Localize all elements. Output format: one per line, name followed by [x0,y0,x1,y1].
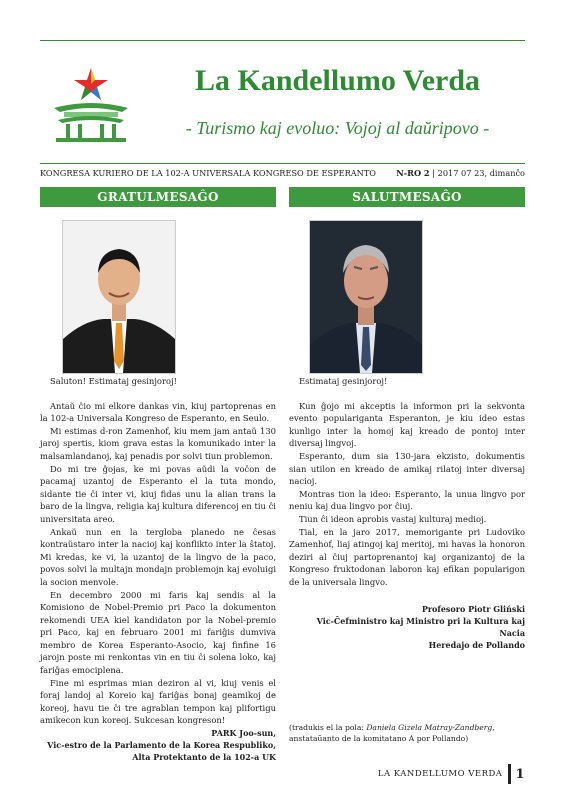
paragraph: Antaŭ ĉio mi elkore dankas vin, kiuj partoprenas en la 102-a Universala Kongreso de Esperanto, en Seulo. [40,400,276,424]
signature-line: Vic-estro de la Parlamento de la Korea Respubliko, [47,740,276,751]
signature-line: Vic-Ĉefministro kaj Ministro pri la Kultura kaj Nacia [316,615,525,638]
translation-note [289,722,525,744]
message-body [40,375,276,763]
greeting: Saluton! Estimataj gesinjoroj! [50,376,177,386]
signature-line: PARK Joo-sun, [211,728,276,739]
paragraph: Fine mi esprimas mian deziron al vi, kiuj venis el foraj landoj al Koreio kaj fariĝas bonaj geamikoj de koreoj, havu tie ĉi tre agrablan tempon kaj plifortigu amikecon kun koreoj. Sukcesan kongreson! [40,677,276,726]
greeting-column [289,187,525,650]
paragraph: Esperanto, dum sia 130-jara ekzisto, dokumentis sian utilon en kreado de amikaj rilatoj inter diversaj nacioj. [289,450,525,487]
paragraph: Kun ĝojo mi akceptis la informon pri la sekvonta evento populariganta Esperanton, je kiu ideo estas kunligo inter la homoj kaj kreado de pontoj inter diversaj lingvoj. [289,400,525,449]
signature [40,727,276,763]
signature-line: Profesoro Piotr Gliński [421,603,525,614]
congratulation-column [40,187,276,763]
paragraph: Tiun ĉi ideon aprobis vastaj kulturaj medioj. [299,513,487,524]
section-heading: SALUTMESAĜO [289,187,525,207]
masthead-subtitle: - Turismo kaj evoluo: Vojoj al daŭripovo - [185,118,490,138]
page-number: 1 [515,766,525,782]
message-body [289,375,525,651]
paragraph: En decembro 2000 mi faris kaj sendis al la Komisiono de Nobel-Premio pri Paco la dokumenton rekomendi UEA kiel kandidaton por la Nobel-premio pri Paco, kaj en februaro 2001 mi fariĝis dumviva membro de Korea Esperanto-Asocio, kaj finfine 16 jarojn poste mi renkontas vin en tiu ĉi solena loko, kaj fariĝas emociplena. [40,589,276,676]
section-heading: GRATULMESAĜO [40,187,276,207]
page-footer [378,763,525,785]
footer-label: LA KANDELLUMO VERDA [377,769,503,779]
issue-date: | 2017 07 23, dimanĉo [432,168,525,178]
portrait-photo [62,220,176,374]
paragraph: Montras tion la ideo: Esperanto, la unua lingvo por neniu kaj dua lingvo por ĉiuj. [289,488,525,512]
issue-info [396,168,525,178]
pavilion-star-logo-icon [48,62,134,148]
greeting: Estimataj gesinjoroj! [299,376,388,386]
signature-line: Heredajo de Pollando [428,639,525,650]
newspaper-label: KONGRESA KURIERO DE LA 102-A UNIVERSALA KONGRESO DE ESPERANTO [40,168,376,178]
top-rule [40,40,525,41]
paragraph: Ankaŭ nun en la tergloba planedo ne ĉesas kontraŭstaro inter la nacioj kaj konflikto inter la ŝtatoj. Mi kredas, ke vi, la uzantoj de la lingvo de la paco, povos solvi la multajn mondajn problemojn kaj evoluigi la socion menvole. [40,526,276,587]
portrait-photo [309,220,423,374]
translator-name: Daniela Gizela Matray-Zandberg [366,723,493,732]
masthead-title: La Kandellumo Verda [194,64,481,97]
note-suffix: , anstataŭanto de la komitatano A por Pollando) [289,723,495,743]
paragraph: Do mi tre ĝojas, ke mi povas aŭdi la voĉon de pacamaj uzantoj de Esperanto el la tuta mondo, sidante tie ĉi inter vi, kiuj fidas unu la alian trans la baro de la lingva, religia kaj kultura diferencoj en tiu ĉi universitata areo. [40,463,276,524]
signature-line: Alta Protektanto de la 102-a UK [132,752,276,763]
footer-separator [508,764,511,784]
paragraph: Mi estimas d-ron Zamenhof, kiu mem jam antaŭ 130 jaroj spertis, kiom grava estas la komunikado inter la malsamlandanoj, kaj penadis por solvi tiun problemon. [40,425,276,461]
issue-number: N-RO 2 [396,168,430,178]
paragraph: Tial, en la jaro 2017, memorigante pri Ludoviko Zamenhof, liaj atingoj kaj meritoj, mi havas la honoron deziri al ĉiuj partoprenantoj kaj organizantoj de la Kongreso fruktodonan laboron kaj efikan popularigon de la universala lingvo. [289,526,525,587]
signature [289,603,525,651]
header-rule [40,163,525,164]
note-prefix: (tradukis el la pola: [289,723,367,732]
